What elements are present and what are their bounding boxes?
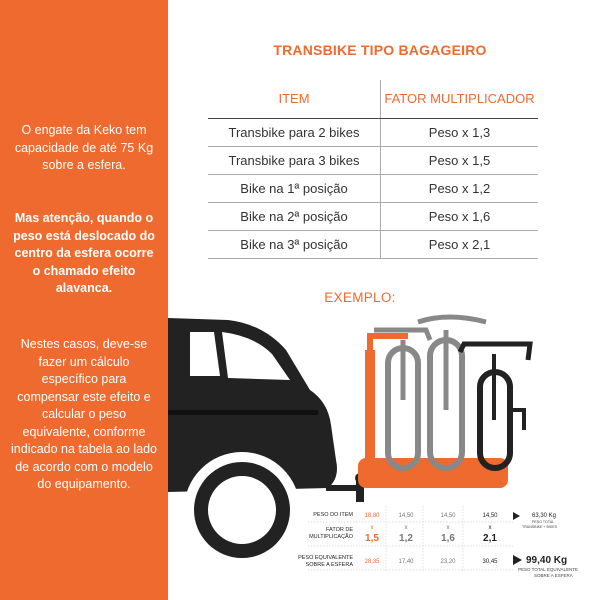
row-label-factor: MULTIPLICAÇÃO [309, 534, 353, 540]
table-title: TRANSBIKE TIPO BAGAGEIRO [273, 42, 487, 58]
total-equivalent-caption: PESO TOTAL EQUIVALENTE [518, 567, 579, 572]
row-label-weight: PESO DO ITEM [313, 512, 353, 518]
item-weight: 18,80 [364, 513, 380, 519]
header-item: ITEM [208, 80, 381, 119]
multiplier-factor: 2,1 [483, 533, 497, 544]
total-weight: 63,30 Kg [532, 513, 557, 519]
table-row [208, 231, 538, 259]
table-row [208, 175, 538, 203]
item-cell: Bike na 3ª posição [208, 231, 381, 259]
item-cell: Bike na 2ª posição [208, 203, 381, 231]
times-sign: x [488, 525, 492, 531]
warning-paragraph: Mas atenção, quando o peso está deslocado do centro da esfera ocorre o chamado efeito alavanca. [13, 211, 155, 295]
example-illustration [168, 310, 600, 600]
equivalent-weight: 17,40 [398, 559, 414, 565]
item-weight: 14,50 [398, 513, 414, 519]
equivalent-weight: 23,20 [440, 559, 456, 565]
example-calculation [298, 506, 578, 578]
item-weight: 14,50 [482, 513, 498, 519]
table-row [208, 119, 538, 147]
row-label-equivalent: SOBRE A ESFERA [305, 562, 353, 568]
equivalent-weight: 28,35 [364, 559, 380, 565]
table-row [208, 203, 538, 231]
total-weight-caption: PESO TOTAL [532, 520, 555, 524]
item-cell: Bike na 1ª posição [208, 175, 381, 203]
equivalent-weight: 30,45 [482, 559, 498, 565]
item-cell: Transbike para 2 bikes [208, 119, 381, 147]
arrow-right-icon [513, 555, 522, 565]
item-cell: Transbike para 3 bikes [208, 147, 381, 175]
row-label-factor: FATOR DE [326, 527, 353, 533]
times-sign: x [370, 525, 374, 531]
explanation-paragraph: Nestes casos, deve-se fazer um cálculo específico para compensar este efeito e calcular o peso equivalente, conforme indicado na tabela ao lado de acordo com o modelo do equipamento. [11, 337, 157, 491]
bike-icon [460, 344, 530, 468]
times-sign: x [446, 525, 450, 531]
item-weight: 14,50 [440, 513, 456, 519]
factor-cell: Peso x 1,3 [381, 119, 539, 147]
total-weight-caption: TRANSBIKE + BIKES [522, 525, 558, 529]
row-label-equivalent: PESO EQUIVALENTE [298, 555, 353, 561]
bike-icon [374, 330, 430, 468]
wheel-icon [184, 452, 300, 568]
factor-cell: Peso x 1,5 [381, 147, 539, 175]
header-factor: FATOR MULTIPLICADOR [381, 80, 539, 119]
left-panel [0, 0, 168, 600]
example-label: EXEMPLO: [324, 290, 396, 305]
multiplier-factor: 1,5 [365, 533, 379, 544]
arrow-right-icon [513, 512, 520, 520]
factor-table [208, 80, 538, 259]
multiplier-factor: 1,6 [441, 533, 455, 544]
factor-cell: Peso x 2,1 [381, 231, 539, 259]
intro-paragraph: O engate da Keko tem capacidade de até 75 Kg sobre a esfera. [14, 123, 154, 172]
factor-cell: Peso x 1,2 [381, 175, 539, 203]
total-equivalent-caption: SOBRE A ESFERA [534, 573, 573, 578]
multiplier-factor: 1,2 [399, 533, 413, 544]
table-row [208, 147, 538, 175]
factor-cell: Peso x 1,6 [381, 203, 539, 231]
times-sign: x [404, 525, 408, 531]
total-equivalent: 99,40 Kg [526, 555, 568, 566]
